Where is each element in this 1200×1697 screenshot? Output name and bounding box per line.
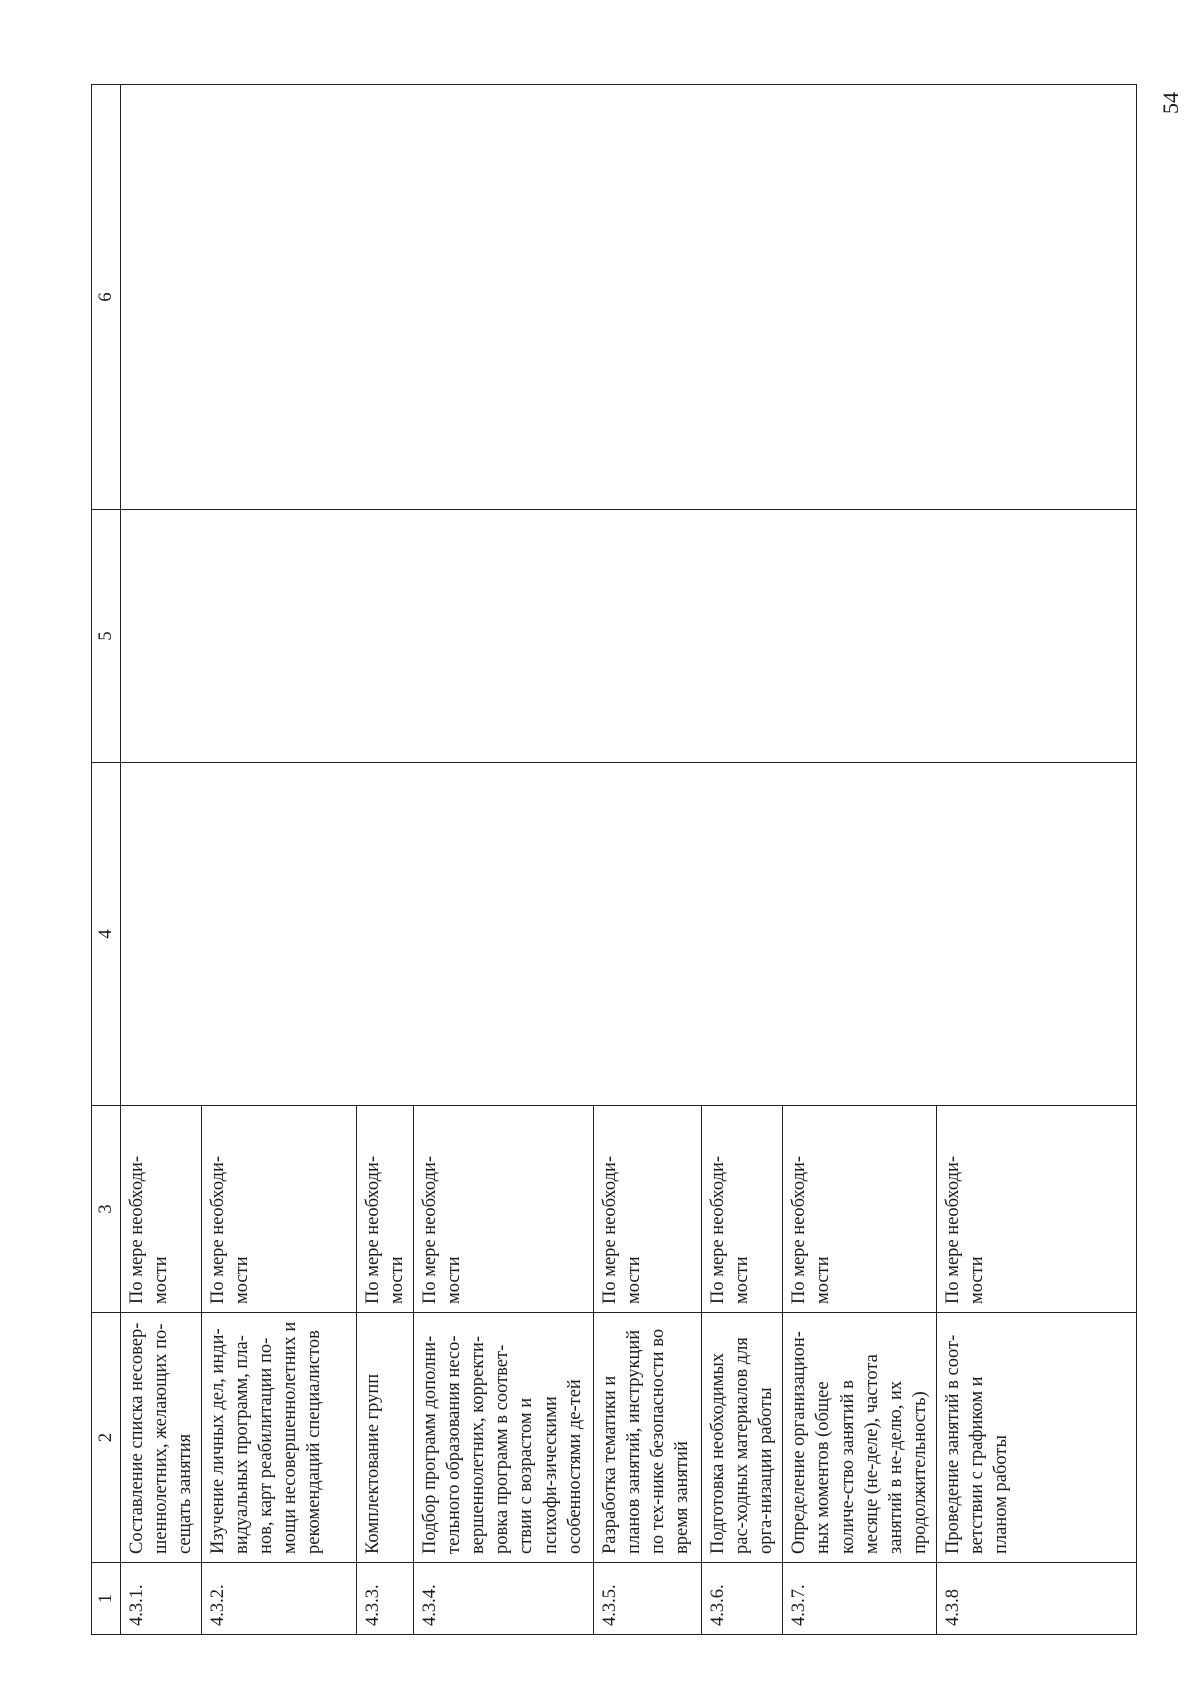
table-row [202,85,357,1635]
row-number: 4.3.1. [121,1563,202,1635]
empty-cell [414,510,594,763]
empty-cell [936,85,1136,510]
row-number: 4.3.2. [202,1563,357,1635]
row-task: Проведение занятий в соот-ветствии с графиком и планом работы [936,1313,1136,1563]
work-plan-table [91,84,1137,1635]
row-term: По мере необходи-мости [202,1106,357,1313]
col-header-5: 5 [92,510,121,763]
empty-cell [702,763,783,1106]
empty-cell [702,85,783,510]
empty-cell [702,510,783,763]
empty-cell [202,510,357,763]
empty-cell [594,85,702,510]
table-row [357,85,414,1635]
row-term: По мере необходи-мости [702,1106,783,1313]
col-header-2: 2 [92,1313,121,1563]
empty-cell [594,510,702,763]
empty-cell [936,763,1136,1106]
empty-cell [357,510,414,763]
col-header-1: 1 [92,1563,121,1635]
row-number: 4.3.8 [936,1563,1136,1635]
row-term: По мере необходи-мости [594,1106,702,1313]
empty-cell [202,85,357,510]
col-header-4: 4 [92,763,121,1106]
empty-cell [594,763,702,1106]
row-task: Составление списка несовер-шеннолетних, желающих по-сещать занятия [121,1313,202,1563]
col-header-6: 6 [92,85,121,510]
row-number: 4.3.3. [357,1563,414,1635]
row-task: Изучение личных дел, инди-видуальных программ, пла-нов, карт реабилитации по-мощи несовершеннолетних и рекомендаций специалистов [202,1313,357,1563]
table-row [121,85,202,1635]
row-number: 4.3.6. [702,1563,783,1635]
empty-cell [121,510,202,763]
empty-cell [783,85,936,510]
row-task: Подбор программ дополни-тельного образования несо-вершеннолетних, корректи-ровка программ в соответ-ствии с возрастом и психофи-зическими особенностями де-тей [414,1313,594,1563]
row-term: По мере необходи-мости [121,1106,202,1313]
col-header-3: 3 [92,1106,121,1313]
row-term: По мере необходи-мости [414,1106,594,1313]
table-row [936,85,1136,1635]
row-number: 4.3.7. [783,1563,936,1635]
row-number: 4.3.4. [414,1563,594,1635]
row-task: Определение организацион-ных моментов (общее количе-ство занятий в месяце (не-деле), частота занятий в не-делю, их продолжительность) [783,1313,936,1563]
empty-cell [783,510,936,763]
page-number: 54 [1158,92,1183,114]
empty-cell [357,763,414,1106]
empty-cell [414,763,594,1106]
row-task: Разработка тематики и планов занятий, инструкций по тех-нике безопасности во время занятий [594,1313,702,1563]
row-task: Комплектование групп [357,1313,414,1563]
empty-cell [414,85,594,510]
empty-cell [357,85,414,510]
row-task: Подготовка необходимых рас-ходных материалов для орга-низации работы [702,1313,783,1563]
row-term: По мере необходи-мости [783,1106,936,1313]
row-number: 4.3.5. [594,1563,702,1635]
rotated-table-container [91,85,1131,1635]
header-row [92,85,121,1635]
row-term: По мере необходи-мости [357,1106,414,1313]
table-row [594,85,702,1635]
empty-cell [121,763,202,1106]
table-row [783,85,936,1635]
empty-cell [783,763,936,1106]
empty-cell [936,510,1136,763]
empty-cell [202,763,357,1106]
empty-cell [121,85,202,510]
table-row [414,85,594,1635]
table-row [702,85,783,1635]
row-term: По мере необходи-мости [936,1106,1136,1313]
